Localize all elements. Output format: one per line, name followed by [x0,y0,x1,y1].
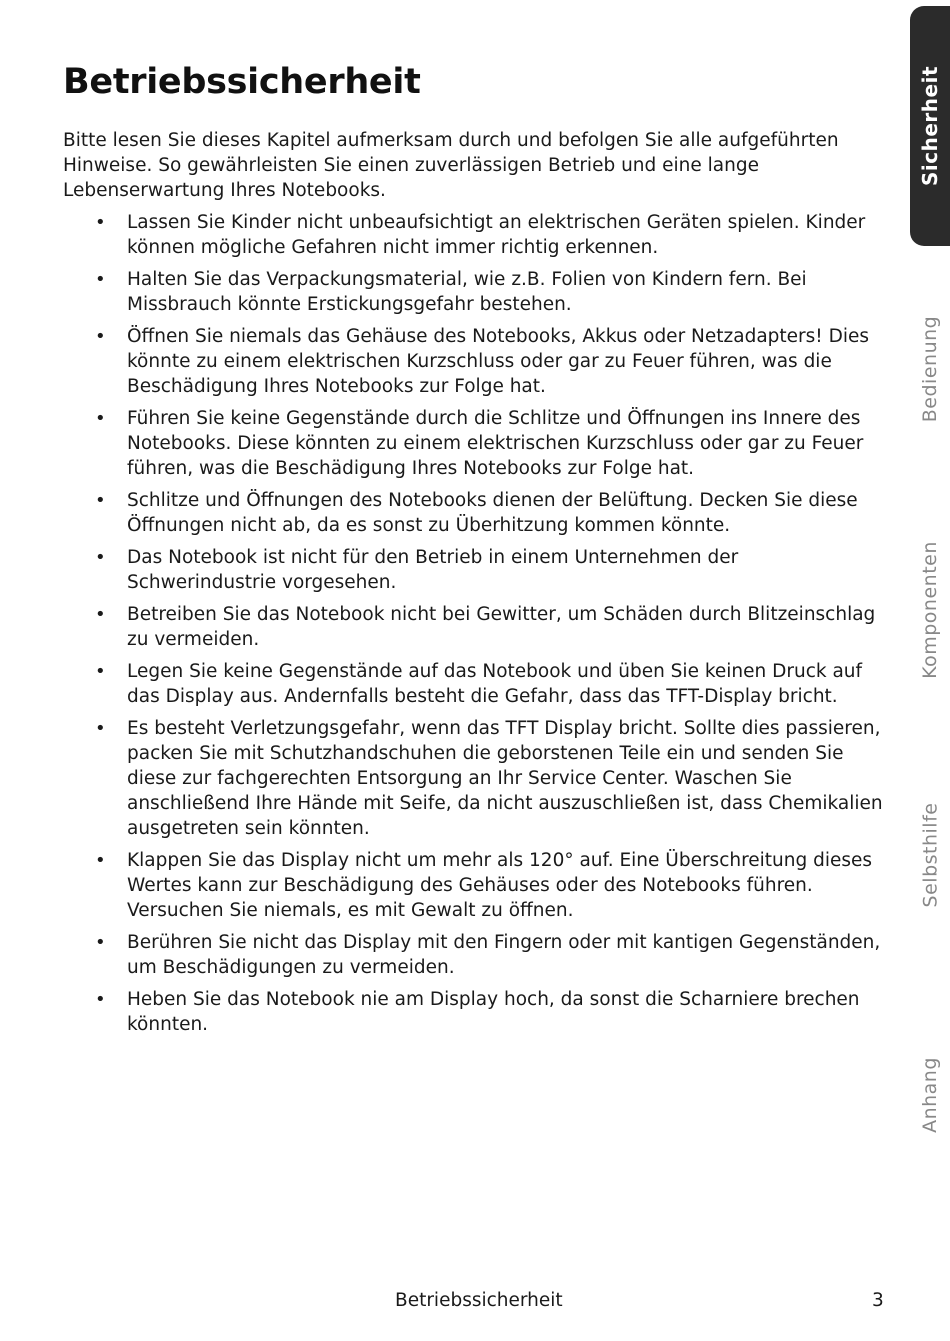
list-item [63,602,885,652]
bullet-icon: • [95,718,106,739]
list-item [63,488,885,538]
list-item-text: Es besteht Verletzungsgefahr, wenn das TFT Display bricht. Sollte dies passieren, packen Sie mit Schutzhandschuhen die geborstenen Teile ein und senden Sie diese zur fachgerechten Entsorgung an Ihr Service Center. Waschen Sie anschließend Ihre Hände mit Seife, da nicht auszuschließen ist, dass Chemikalien ausgetreten sein könnten. [127,718,883,839]
list-item [63,659,885,709]
tab-anhang[interactable] [910,1040,950,1150]
page-number: 3 [872,1290,884,1311]
tab-selbsthilfe[interactable] [910,790,950,920]
list-item-text: Berühren Sie nicht das Display mit den Fingern oder mit kantigen Gegenständen, um Beschädigungen zu vermeiden. [127,932,881,978]
bullet-icon: • [95,932,106,953]
list-item-text: Führen Sie keine Gegenstände durch die Schlitze und Öffnungen ins Innere des Notebooks. Diese könnten zu einem elektrischen Kurzschluss oder gar zu Feuer führen, was die Beschädigung Ihres Notebooks zur Folge hat. [127,408,864,479]
footer-title: Betriebssicherheit [395,1290,563,1311]
tab-label: Bedienung [919,315,942,423]
list-item [63,324,885,399]
bullet-icon: • [95,408,106,429]
bullet-icon: • [95,989,106,1010]
list-item-text: Schlitze und Öffnungen des Notebooks dienen der Belüftung. Decken Sie diese Öffnungen nicht ab, da es sonst zu Überhitzung kommen könnte. [127,490,858,536]
list-item-text: Klappen Sie das Display nicht um mehr als 120° auf. Eine Überschreitung dieses Wertes kann zur Beschädigung des Gehäuses oder des Notebooks führen. Versuchen Sie niemals, es mit Gewalt zu öffnen. [127,850,873,921]
list-item [63,267,885,317]
bullet-icon: • [95,269,106,290]
bullet-icon: • [95,850,106,871]
tab-label: Sicherheit [918,66,942,186]
list-item [63,210,885,260]
page-title: Betriebssicherheit [63,62,421,102]
bullet-icon: • [95,490,106,511]
tab-label: Anhang [919,1057,942,1133]
bullet-icon: • [95,212,106,233]
tab-label: Selbsthilfe [919,802,942,908]
tab-komponenten[interactable] [910,520,950,700]
list-item [63,406,885,481]
intro-paragraph: Bitte lesen Sie dieses Kapitel aufmerksam durch und befolgen Sie alle aufgeführten Hinweise. So gewährleisten Sie einen zuverlässigen Betrieb und eine lange Lebenserwartung Ihres Notebooks. [63,130,839,201]
list-item-text: Lassen Sie Kinder nicht unbeaufsichtigt an elektrischen Geräten spielen. Kinder können mögliche Gefahren nicht immer richtig erkennen. [127,212,866,258]
bullet-icon: • [95,326,106,347]
bullet-icon: • [95,604,106,625]
tab-sicherheit[interactable] [910,6,950,246]
list-item-text: Öffnen Sie niemals das Gehäuse des Notebooks, Akkus oder Netzadapters! Dies könnte zu einem elektrischen Kurzschluss oder gar zu Feuer führen, was die Beschädigung Ihres Notebooks zur Folge hat. [127,326,869,397]
list-item [63,987,885,1037]
list-item [63,545,885,595]
bullet-icon: • [95,661,106,682]
list-item-text: Legen Sie keine Gegenstände auf das Notebook und üben Sie keinen Druck auf das Display aus. Andernfalls besteht die Gefahr, dass das TFT-Display bricht. [127,661,863,707]
list-item-text: Halten Sie das Verpackungsmaterial, wie z.B. Folien von Kindern fern. Bei Missbrauch könnte Erstickungsgefahr bestehen. [127,269,807,315]
list-item-text: Heben Sie das Notebook nie am Display hoch, da sonst die Scharniere brechen könnten. [127,989,860,1035]
list-item [63,716,885,841]
list-item [63,848,885,923]
list-item-text: Betreiben Sie das Notebook nicht bei Gewitter, um Schäden durch Blitzeinschlag zu vermeiden. [127,604,876,650]
list-item-text: Das Notebook ist nicht für den Betrieb in einem Unternehmen der Schwerindustrie vorgesehen. [127,547,739,593]
list-item [63,930,885,980]
tab-label: Komponenten [919,541,942,679]
safety-bullet-list [63,210,885,1044]
bullet-icon: • [95,547,106,568]
tab-bedienung[interactable] [910,294,950,444]
